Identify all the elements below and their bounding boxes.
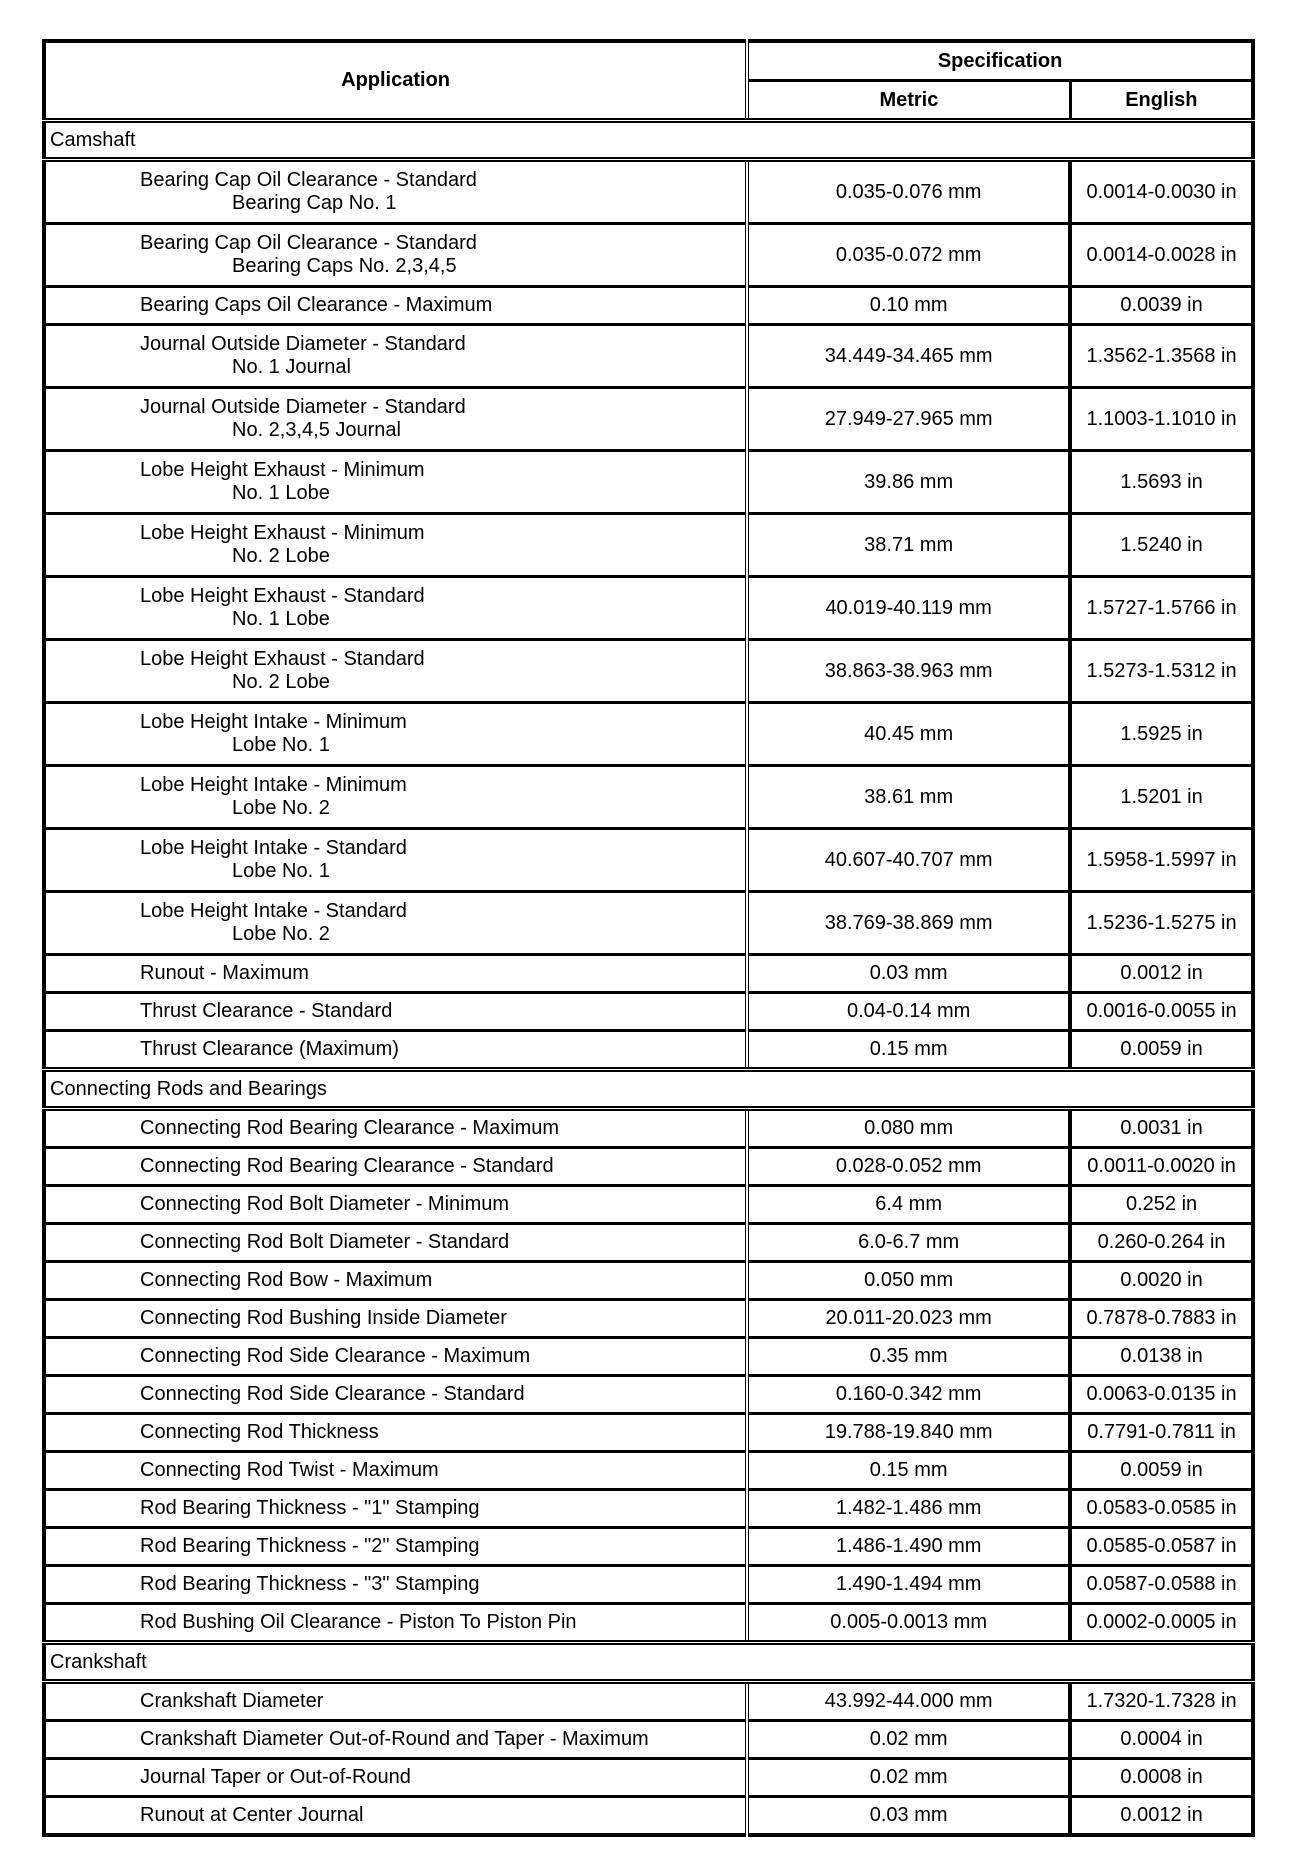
english-cell: 0.0016-0.0055 in bbox=[1070, 993, 1253, 1031]
table-row bbox=[44, 1490, 1253, 1528]
application-line: Rod Bearing Thickness - "2" Stamping bbox=[140, 1535, 480, 1557]
english-cell: 0.0059 in bbox=[1070, 1031, 1253, 1070]
application-line: Bearing Caps Oil Clearance - Maximum bbox=[140, 294, 493, 316]
metric-cell: 0.10 mm bbox=[747, 287, 1070, 325]
english-cell: 0.0583-0.0585 in bbox=[1070, 1490, 1253, 1528]
table-row bbox=[44, 451, 1253, 514]
application-cell bbox=[44, 993, 747, 1031]
application-line: Bearing Cap Oil Clearance - Standard bbox=[140, 232, 477, 254]
english-cell: 0.0008 in bbox=[1070, 1759, 1253, 1797]
table-row bbox=[44, 955, 1253, 993]
metric-cell: 20.011-20.023 mm bbox=[747, 1300, 1070, 1338]
metric-cell: 0.03 mm bbox=[747, 955, 1070, 993]
application-line: Runout at Center Journal bbox=[140, 1804, 364, 1826]
application-line: Connecting Rod Side Clearance - Maximum bbox=[140, 1345, 531, 1367]
metric-cell: 0.035-0.072 mm bbox=[747, 224, 1070, 287]
english-cell: 0.252 in bbox=[1070, 1186, 1253, 1224]
table-row bbox=[44, 1528, 1253, 1566]
english-cell: 0.0002-0.0005 in bbox=[1070, 1604, 1253, 1643]
table-row bbox=[44, 1566, 1253, 1604]
application-cell bbox=[44, 1300, 747, 1338]
metric-cell: 0.050 mm bbox=[747, 1262, 1070, 1300]
table-row bbox=[44, 1224, 1253, 1262]
application-line: No. 1 Lobe bbox=[232, 608, 330, 630]
application-line: Connecting Rod Bearing Clearance - Maximum bbox=[140, 1117, 560, 1139]
application-line: Rod Bearing Thickness - "3" Stamping bbox=[140, 1573, 480, 1595]
english-cell: 0.0004 in bbox=[1070, 1721, 1253, 1759]
application-line: Crankshaft Diameter Out-of-Round and Taper - Maximum bbox=[140, 1728, 649, 1750]
application-cell bbox=[44, 1566, 747, 1604]
application-cell bbox=[44, 1682, 747, 1721]
table-row bbox=[44, 1262, 1253, 1300]
application-line: Rod Bearing Thickness - "1" Stamping bbox=[140, 1497, 480, 1519]
english-cell: 0.0587-0.0588 in bbox=[1070, 1566, 1253, 1604]
english-cell: 1.1003-1.1010 in bbox=[1070, 388, 1253, 451]
application-line: No. 2 Lobe bbox=[232, 545, 330, 567]
application-line: Lobe Height Intake - Standard bbox=[140, 900, 407, 922]
application-line: Lobe Height Exhaust - Standard bbox=[140, 648, 425, 670]
application-cell bbox=[44, 1186, 747, 1224]
application-line: No. 1 Journal bbox=[232, 356, 351, 378]
metric-cell: 0.005-0.0013 mm bbox=[747, 1604, 1070, 1643]
metric-cell: 0.15 mm bbox=[747, 1452, 1070, 1490]
section-title: Camshaft bbox=[44, 121, 1253, 160]
application-line: No. 1 Lobe bbox=[232, 482, 330, 504]
application-cell bbox=[44, 160, 747, 224]
table-row bbox=[44, 1338, 1253, 1376]
table-row bbox=[44, 993, 1253, 1031]
application-line: Runout - Maximum bbox=[140, 962, 309, 984]
application-cell bbox=[44, 1604, 747, 1643]
application-line: Thrust Clearance (Maximum) bbox=[140, 1038, 399, 1060]
metric-cell: 0.02 mm bbox=[747, 1721, 1070, 1759]
application-cell bbox=[44, 829, 747, 892]
table-row bbox=[44, 1109, 1253, 1148]
application-line: Lobe No. 1 bbox=[232, 860, 330, 882]
application-line: Lobe No. 2 bbox=[232, 797, 330, 819]
application-line: Bearing Cap Oil Clearance - Standard bbox=[140, 169, 477, 191]
table-row bbox=[44, 829, 1253, 892]
table-row bbox=[44, 325, 1253, 388]
application-cell bbox=[44, 1721, 747, 1759]
application-cell bbox=[44, 1031, 747, 1070]
metric-cell: 0.35 mm bbox=[747, 1338, 1070, 1376]
application-line: Rod Bushing Oil Clearance - Piston To Piston Pin bbox=[140, 1611, 577, 1633]
application-cell bbox=[44, 955, 747, 993]
english-cell: 0.0138 in bbox=[1070, 1338, 1253, 1376]
table-row bbox=[44, 1721, 1253, 1759]
specification-table bbox=[42, 39, 1255, 1837]
table-row bbox=[44, 1031, 1253, 1070]
english-cell: 1.5273-1.5312 in bbox=[1070, 640, 1253, 703]
table-row bbox=[44, 703, 1253, 766]
english-cell: 0.0012 in bbox=[1070, 1797, 1253, 1836]
english-cell: 1.5727-1.5766 in bbox=[1070, 577, 1253, 640]
application-line: No. 2 Lobe bbox=[232, 671, 330, 693]
application-cell bbox=[44, 703, 747, 766]
application-cell bbox=[44, 1109, 747, 1148]
table-row bbox=[44, 1148, 1253, 1186]
application-line: Connecting Rod Bushing Inside Diameter bbox=[140, 1307, 507, 1329]
metric-cell: 38.863-38.963 mm bbox=[747, 640, 1070, 703]
application-cell bbox=[44, 1224, 747, 1262]
metric-cell: 0.160-0.342 mm bbox=[747, 1376, 1070, 1414]
application-cell bbox=[44, 1338, 747, 1376]
metric-cell: 1.490-1.494 mm bbox=[747, 1566, 1070, 1604]
table-row bbox=[44, 1797, 1253, 1836]
application-line: Connecting Rod Twist - Maximum bbox=[140, 1459, 439, 1481]
english-cell: 1.5925 in bbox=[1070, 703, 1253, 766]
header-english: English bbox=[1070, 81, 1253, 121]
metric-cell: 1.482-1.486 mm bbox=[747, 1490, 1070, 1528]
english-cell: 1.5958-1.5997 in bbox=[1070, 829, 1253, 892]
metric-cell: 40.45 mm bbox=[747, 703, 1070, 766]
application-cell bbox=[44, 892, 747, 955]
english-cell: 1.3562-1.3568 in bbox=[1070, 325, 1253, 388]
metric-cell: 0.15 mm bbox=[747, 1031, 1070, 1070]
metric-cell: 6.4 mm bbox=[747, 1186, 1070, 1224]
english-cell: 0.7791-0.7811 in bbox=[1070, 1414, 1253, 1452]
section-title: Connecting Rods and Bearings bbox=[44, 1070, 1253, 1109]
application-line: Lobe No. 2 bbox=[232, 923, 330, 945]
table-row bbox=[44, 388, 1253, 451]
application-line: Lobe Height Intake - Standard bbox=[140, 837, 407, 859]
application-cell bbox=[44, 287, 747, 325]
english-cell: 1.7320-1.7328 in bbox=[1070, 1682, 1253, 1721]
application-line: Connecting Rod Bolt Diameter - Minimum bbox=[140, 1193, 510, 1215]
section-row bbox=[44, 121, 1253, 160]
table-row bbox=[44, 1376, 1253, 1414]
metric-cell: 34.449-34.465 mm bbox=[747, 325, 1070, 388]
application-line: Lobe Height Exhaust - Minimum bbox=[140, 522, 425, 544]
application-line: Connecting Rod Side Clearance - Standard bbox=[140, 1383, 525, 1405]
english-cell: 0.0020 in bbox=[1070, 1262, 1253, 1300]
application-line: Lobe Height Exhaust - Standard bbox=[140, 585, 425, 607]
metric-cell: 0.03 mm bbox=[747, 1797, 1070, 1836]
table-row bbox=[44, 514, 1253, 577]
table-row bbox=[44, 160, 1253, 224]
application-cell bbox=[44, 1376, 747, 1414]
metric-cell: 39.86 mm bbox=[747, 451, 1070, 514]
application-line: Lobe No. 1 bbox=[232, 734, 330, 756]
metric-cell: 19.788-19.840 mm bbox=[747, 1414, 1070, 1452]
metric-cell: 38.71 mm bbox=[747, 514, 1070, 577]
metric-cell: 40.019-40.119 mm bbox=[747, 577, 1070, 640]
metric-cell: 40.607-40.707 mm bbox=[747, 829, 1070, 892]
table-row bbox=[44, 224, 1253, 287]
application-line: Thrust Clearance - Standard bbox=[140, 1000, 393, 1022]
application-cell bbox=[44, 1490, 747, 1528]
application-cell bbox=[44, 1528, 747, 1566]
metric-cell: 0.035-0.076 mm bbox=[747, 160, 1070, 224]
table-row bbox=[44, 1300, 1253, 1338]
application-cell bbox=[44, 514, 747, 577]
english-cell: 1.5201 in bbox=[1070, 766, 1253, 829]
metric-cell: 0.02 mm bbox=[747, 1759, 1070, 1797]
application-line: Connecting Rod Bow - Maximum bbox=[140, 1269, 433, 1291]
application-cell bbox=[44, 451, 747, 514]
application-line: Lobe Height Exhaust - Minimum bbox=[140, 459, 425, 481]
metric-cell: 1.486-1.490 mm bbox=[747, 1528, 1070, 1566]
application-cell bbox=[44, 766, 747, 829]
english-cell: 0.260-0.264 in bbox=[1070, 1224, 1253, 1262]
section-title: Crankshaft bbox=[44, 1643, 1253, 1682]
header-application: Application bbox=[44, 41, 747, 121]
application-line: Lobe Height Intake - Minimum bbox=[140, 711, 407, 733]
english-cell: 0.0585-0.0587 in bbox=[1070, 1528, 1253, 1566]
table-row bbox=[44, 640, 1253, 703]
english-cell: 0.0014-0.0028 in bbox=[1070, 224, 1253, 287]
section-row bbox=[44, 1070, 1253, 1109]
english-cell: 1.5236-1.5275 in bbox=[1070, 892, 1253, 955]
application-line: Bearing Caps No. 2,3,4,5 bbox=[232, 255, 457, 277]
english-cell: 0.7878-0.7883 in bbox=[1070, 1300, 1253, 1338]
application-cell bbox=[44, 224, 747, 287]
application-line: Bearing Cap No. 1 bbox=[232, 192, 397, 214]
table-row bbox=[44, 1604, 1253, 1643]
application-cell bbox=[44, 640, 747, 703]
metric-cell: 38.769-38.869 mm bbox=[747, 892, 1070, 955]
header-specification: Specification bbox=[747, 41, 1253, 81]
english-cell: 0.0012 in bbox=[1070, 955, 1253, 993]
english-cell: 0.0011-0.0020 in bbox=[1070, 1148, 1253, 1186]
table-row bbox=[44, 1414, 1253, 1452]
table-row bbox=[44, 1186, 1253, 1224]
english-cell: 0.0063-0.0135 in bbox=[1070, 1376, 1253, 1414]
application-cell bbox=[44, 1452, 747, 1490]
application-line: Connecting Rod Bolt Diameter - Standard bbox=[140, 1231, 510, 1253]
application-line: Journal Outside Diameter - Standard bbox=[140, 333, 466, 355]
english-cell: 0.0059 in bbox=[1070, 1452, 1253, 1490]
english-cell: 0.0039 in bbox=[1070, 287, 1253, 325]
application-line: No. 2,3,4,5 Journal bbox=[232, 419, 401, 441]
english-cell: 1.5693 in bbox=[1070, 451, 1253, 514]
table-row bbox=[44, 1682, 1253, 1721]
application-line: Journal Taper or Out-of-Round bbox=[140, 1766, 411, 1788]
metric-cell: 38.61 mm bbox=[747, 766, 1070, 829]
application-cell bbox=[44, 325, 747, 388]
application-line: Crankshaft Diameter bbox=[140, 1690, 324, 1712]
metric-cell: 43.992-44.000 mm bbox=[747, 1682, 1070, 1721]
application-cell bbox=[44, 1262, 747, 1300]
application-cell bbox=[44, 1759, 747, 1797]
table-body bbox=[44, 121, 1253, 1836]
application-line: Connecting Rod Bearing Clearance - Standard bbox=[140, 1155, 554, 1177]
metric-cell: 0.028-0.052 mm bbox=[747, 1148, 1070, 1186]
metric-cell: 0.04-0.14 mm bbox=[747, 993, 1070, 1031]
application-cell bbox=[44, 1797, 747, 1836]
table-row bbox=[44, 892, 1253, 955]
metric-cell: 6.0-6.7 mm bbox=[747, 1224, 1070, 1262]
application-cell bbox=[44, 388, 747, 451]
metric-cell: 27.949-27.965 mm bbox=[747, 388, 1070, 451]
application-line: Lobe Height Intake - Minimum bbox=[140, 774, 407, 796]
table-row bbox=[44, 1759, 1253, 1797]
table-row bbox=[44, 287, 1253, 325]
english-cell: 0.0014-0.0030 in bbox=[1070, 160, 1253, 224]
section-row bbox=[44, 1643, 1253, 1682]
table-row bbox=[44, 1452, 1253, 1490]
english-cell: 0.0031 in bbox=[1070, 1109, 1253, 1148]
application-cell bbox=[44, 577, 747, 640]
table-row bbox=[44, 766, 1253, 829]
table-row bbox=[44, 577, 1253, 640]
application-line: Journal Outside Diameter - Standard bbox=[140, 396, 466, 418]
metric-cell: 0.080 mm bbox=[747, 1109, 1070, 1148]
application-cell bbox=[44, 1148, 747, 1186]
application-line: Connecting Rod Thickness bbox=[140, 1421, 379, 1443]
header-metric: Metric bbox=[747, 81, 1070, 121]
application-cell bbox=[44, 1414, 747, 1452]
english-cell: 1.5240 in bbox=[1070, 514, 1253, 577]
